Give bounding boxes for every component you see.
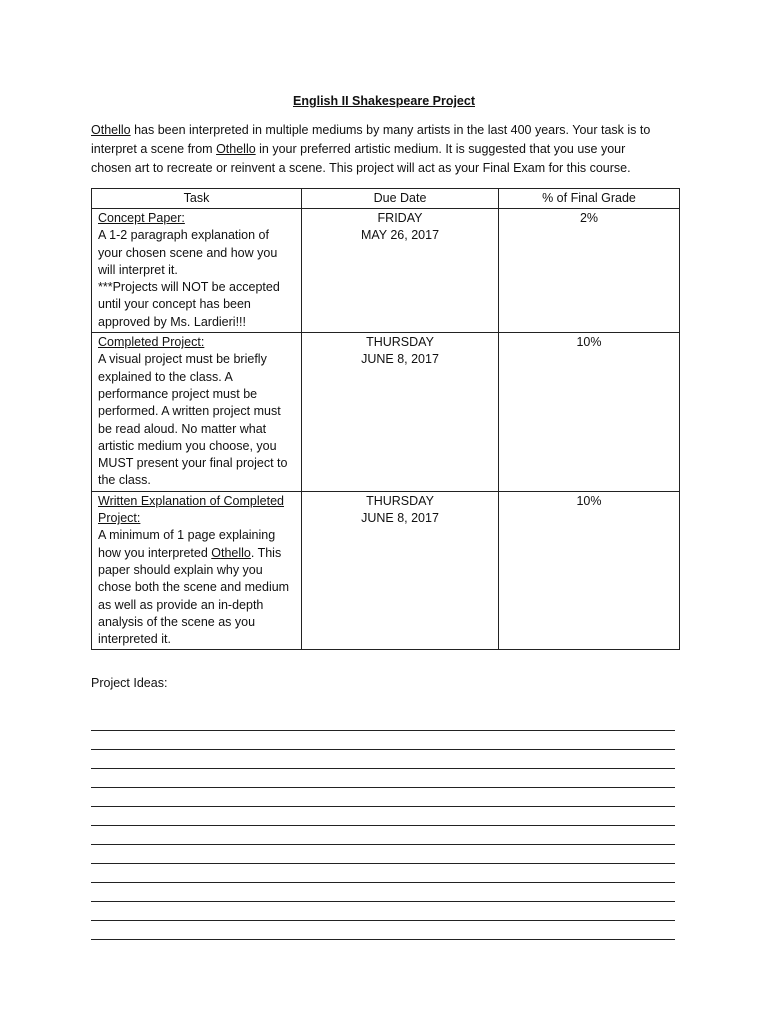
- table-header-row: [92, 189, 680, 209]
- writing-line: [91, 921, 675, 940]
- task-line: MUST present your final project to: [98, 456, 288, 471]
- writing-line: [91, 807, 675, 826]
- task-heading: Completed Project:: [98, 335, 205, 350]
- due-date-cell: [302, 333, 499, 492]
- writing-line: [91, 731, 675, 750]
- due-day: THURSDAY: [366, 493, 434, 508]
- due-date: JUNE 8, 2017: [361, 511, 439, 526]
- writing-line: [91, 750, 675, 769]
- task-line: paper should explain why you: [98, 562, 263, 577]
- header-task: Task: [92, 189, 302, 209]
- header-grade: % of Final Grade: [499, 189, 680, 209]
- writing-line: [91, 788, 675, 807]
- grade-cell: [499, 491, 680, 650]
- task-line: A 1-2 paragraph explanation of: [98, 228, 269, 243]
- header-due-date: Due Date: [302, 189, 499, 209]
- task-heading: Written Explanation of Completed: [98, 493, 284, 508]
- intro-text: interpret a scene from: [91, 142, 217, 156]
- task-cell: [92, 491, 302, 650]
- task-line: A visual project must be briefly: [98, 352, 267, 367]
- grade-cell: [499, 209, 680, 333]
- task-line: chose both the scene and medium: [98, 580, 290, 595]
- intro-text: in your preferred artistic medium. It is suggested that you use your: [255, 142, 626, 156]
- task-heading: Project:: [98, 511, 141, 526]
- grade-value: 2%: [579, 211, 599, 225]
- task-line: your chosen scene and how you: [98, 245, 278, 260]
- writing-line: [91, 826, 675, 845]
- grade-cell: [499, 333, 680, 492]
- project-ideas-writing-lines: [91, 712, 675, 940]
- table-row: [92, 491, 680, 650]
- intro-line-1: [91, 121, 681, 140]
- project-ideas-label: Project Ideas:: [91, 676, 168, 690]
- task-line: as well as provide an in-depth: [98, 597, 264, 612]
- writing-line: [91, 883, 675, 902]
- table-row: [92, 333, 680, 492]
- writing-line: [91, 712, 675, 731]
- grade-value: 10%: [576, 335, 602, 350]
- grade-value: 10%: [576, 493, 602, 508]
- task-heading: Concept Paper:: [98, 211, 185, 225]
- writing-line: [91, 902, 675, 921]
- intro-text: has been interpreted in multiple mediums by many artists in the last 400 years. Your task is to: [130, 123, 651, 137]
- task-cell: [92, 209, 302, 333]
- work-title: Othello: [216, 142, 256, 156]
- table-row: [92, 209, 680, 333]
- writing-line: [91, 845, 675, 864]
- due-date-cell: [302, 491, 499, 650]
- task-line: be read aloud. No matter what: [98, 421, 267, 436]
- task-line: performance project must be: [98, 386, 258, 401]
- due-date: JUNE 8, 2017: [361, 352, 439, 367]
- task-line: the class.: [98, 473, 151, 488]
- task-text: . This: [250, 545, 282, 560]
- due-date-cell: [302, 209, 499, 333]
- task-line: until your concept has been: [98, 297, 251, 312]
- due-day: FRIDAY: [377, 211, 423, 225]
- due-day: THURSDAY: [366, 335, 434, 350]
- task-line: explained to the class. A: [98, 369, 233, 384]
- due-date: MAY 26, 2017: [360, 228, 440, 243]
- task-line: [98, 545, 295, 562]
- project-table: [91, 188, 680, 650]
- task-line: will interpret it.: [98, 262, 178, 277]
- task-line: artistic medium you choose, you: [98, 438, 277, 453]
- intro-paragraph: [91, 121, 681, 178]
- intro-line-2: [91, 140, 681, 159]
- task-line: analysis of the scene as you: [98, 614, 256, 629]
- task-line: ***Projects will NOT be accepted: [98, 280, 280, 295]
- work-title: Othello: [211, 545, 251, 560]
- task-text: how you interpreted: [98, 545, 212, 560]
- task-cell: [92, 333, 302, 492]
- task-line: A minimum of 1 page explaining: [98, 528, 276, 543]
- task-line: performed. A written project must: [98, 404, 281, 419]
- work-title: Othello: [91, 123, 131, 137]
- writing-line: [91, 769, 675, 788]
- task-line: approved by Ms. Lardieri!!!: [98, 314, 246, 329]
- intro-line-3: chosen art to recreate or reinvent a scene. This project will act as your Final Exam for this course.: [91, 161, 631, 175]
- page-title: English II Shakespeare Project: [292, 94, 476, 108]
- task-line: interpreted it.: [98, 632, 171, 647]
- writing-line: [91, 864, 675, 883]
